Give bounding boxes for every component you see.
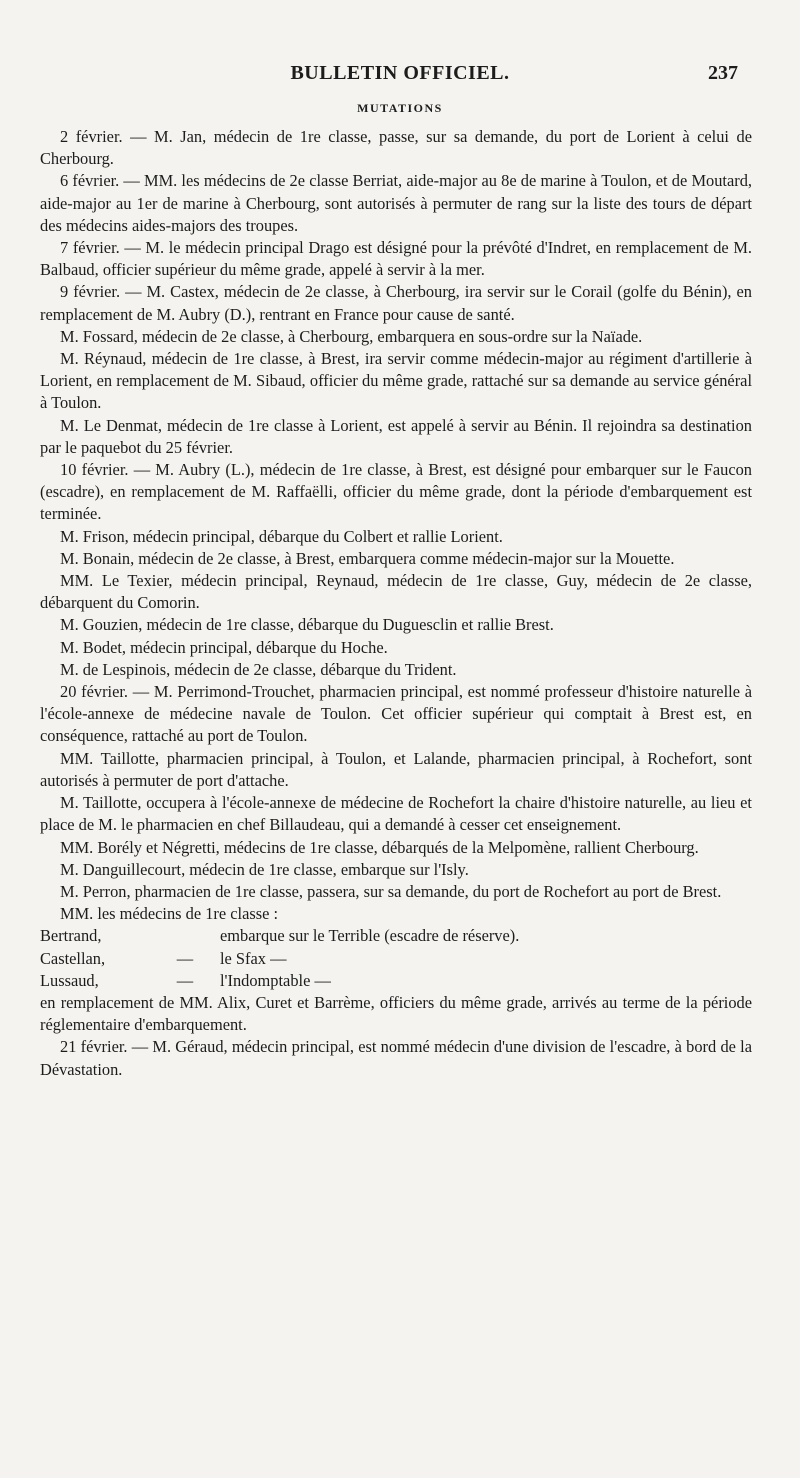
officer-name: Lussaud, [40, 970, 99, 990]
ship-assignment: embarque sur le Terrible (escadre de réserve). [220, 926, 520, 946]
ship-assignment: l'Indomptable — [220, 970, 331, 990]
running-title: BULLETIN OFFICIEL. [290, 62, 510, 84]
paragraph: M. de Lespinois, médecin de 2e classe, débarque du Trident. [60, 659, 457, 679]
paragraph: 20 février. — M. Perrimond-Trouchet, pharmacien principal, est nommé professeur d'histoire naturelle à l'école-annexe de médecine navale de Toulon. Cet officier supérieur qui comptait à Brest est, en conséquence, rattaché au port de Toulon. [40, 682, 752, 746]
ship-assignment: le Sfax — [220, 948, 287, 968]
document-body [40, 126, 752, 1081]
page-number: 237 [708, 62, 738, 84]
paragraph: en remplacement de MM. Alix, Curet et Barrème, officiers du même grade, arrivés au terme de la période réglementaire d'embarquement. [40, 992, 752, 1035]
list-item [40, 970, 752, 992]
paragraph: M. Fossard, médecin de 2e classe, à Cherbourg, embarquera en sous-ordre sur la Naïade. [60, 326, 643, 346]
paragraph: M. Taillotte, occupera à l'école-annexe de médecine de Rochefort la chaire d'histoire naturelle, au lieu et place de M. le pharmacien en chef Billaudeau, qui a demandé à cesser cet enseignement. [40, 793, 752, 835]
paragraph: M. Bodet, médecin principal, débarque du Hoche. [60, 637, 388, 657]
paragraph: 21 février. — M. Géraud, médecin principal, est nommé médecin d'une division de l'escadre, à bord de la Dévastation. [40, 1037, 752, 1079]
paragraph: 2 février. — M. Jan, médecin de 1re classe, passe, sur sa demande, du port de Lorient à celui de Cherbourg. [40, 127, 752, 169]
paragraph: M. Le Denmat, médecin de 1re classe à Lorient, est appelé à servir au Bénin. Il rejoindra sa destination par le paquebot du 25 février. [40, 415, 752, 457]
paragraph: 7 février. — M. le médecin principal Drago est désigné pour la prévôté d'Indret, en remplacement de M. Balbaud, officier supérieur du même grade, appelé à servir à la mer. [40, 238, 752, 280]
page-header [0, 62, 800, 90]
paragraph: M. Danguillecourt, médecin de 1re classe, embarque sur l'Isly. [60, 859, 469, 879]
closing-paragraphs [40, 992, 752, 1081]
ditto-dash: — [176, 948, 194, 968]
paragraph: M. Frison, médecin principal, débarque du Colbert et rallie Lorient. [60, 526, 503, 546]
embark-list [40, 925, 752, 992]
list-item [40, 925, 752, 947]
paragraph: M. Bonain, médecin de 2e classe, à Brest, embarquera comme médecin-major sur la Mouette. [60, 548, 675, 568]
paragraph-list [40, 126, 752, 925]
section-title: MUTATIONS [357, 101, 443, 115]
ditto-dash: — [176, 970, 194, 990]
paragraph: M. Perron, pharmacien de 1re classe, passera, sur sa demande, du port de Rochefort au port de Brest. [60, 881, 722, 901]
paragraph: 6 février. — MM. les médecins de 2e classe Berriat, aide-major au 8e de marine à Toulon, et de Moutard, aide-major au 1er de marine à Cherbourg, sont autorisés à permuter de rang sur la liste des tours de départ des médecins aides-majors des troupes. [40, 171, 752, 235]
officer-name: Castellan, [40, 948, 106, 968]
paragraph: 9 février. — M. Castex, médecin de 2e classe, à Cherbourg, ira servir sur le Corail (golfe du Bénin), en remplacement de M. Aubry (D.), rentrant en France pour cause de santé. [40, 282, 752, 324]
paragraph: MM. Taillotte, pharmacien principal, à Toulon, et Lalande, pharmacien principal, à Rochefort, sont autorisés à permuter de port d'attache. [40, 748, 752, 790]
ditto-dash [150, 925, 220, 947]
list-item [40, 948, 752, 970]
paragraph: M. Réynaud, médecin de 1re classe, à Brest, ira servir comme médecin-major au régiment d'artillerie à Lorient, en remplacement de M. Sibaud, officier du même grade, rattaché sur sa demande au service général à Toulon. [40, 349, 752, 413]
officer-name: Bertrand, [40, 926, 102, 946]
paragraph: MM. Le Texier, médecin principal, Reynaud, médecin de 1re classe, Guy, médecin de 2e classe, débarquent du Comorin. [40, 571, 752, 613]
paragraph: 10 février. — M. Aubry (L.), médecin de 1re classe, à Brest, est désigné pour embarquer sur le Faucon (escadre), en remplacement de M. Raffaëlli, officier du même grade, dont la période d'embarquement est terminée. [40, 460, 752, 524]
paragraph: MM. les médecins de 1re classe : [60, 904, 279, 924]
paragraph: M. Gouzien, médecin de 1re classe, débarque du Duguesclin et rallie Brest. [60, 615, 554, 635]
paragraph: MM. Borély et Négretti, médecins de 1re classe, débarqués de la Melpomène, rallient Cherbourg. [60, 837, 699, 857]
